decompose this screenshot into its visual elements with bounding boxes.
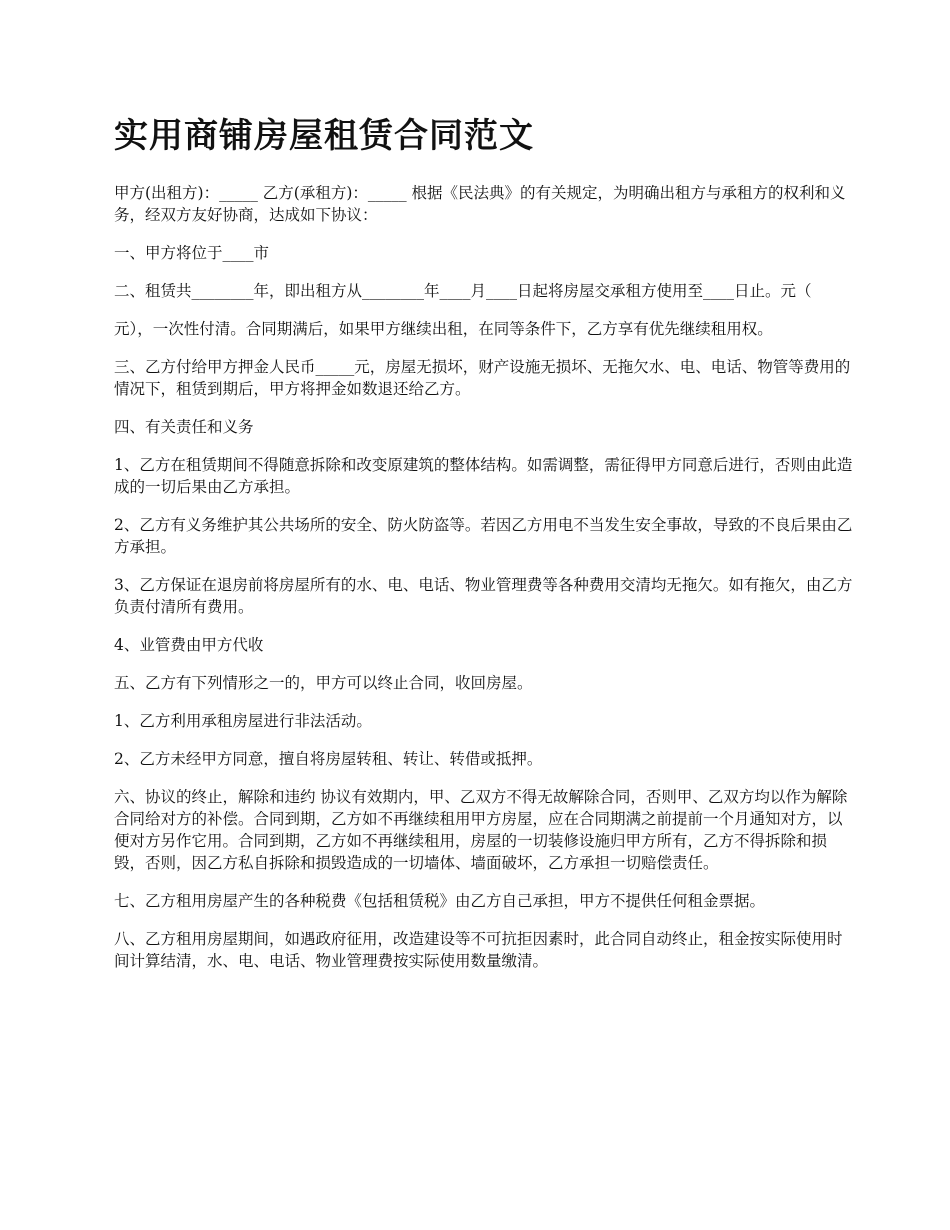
clause-4-heading: 四、有关责任和义务 — [114, 418, 254, 436]
clause-8-requisition: 八、乙方租用房屋期间，如遇政府征用，改造建设等不可抗拒因素时，此合同自动终止，租金按实际使用时间计算结清，水、电、电话、物业管理费按实际使用数量缴清。 — [114, 930, 843, 970]
clause-5-item-2: 2、乙方未经甲方同意，擅自将房屋转租、转让、转借或抵押。 — [114, 750, 543, 768]
clause-2-lease-term: 二、租赁共________年，即出租方从________年____月____日起将房屋交承租方使用至____日止。元（ — [114, 282, 812, 300]
intro-paragraph: 甲方(出租方)：_____ 乙方(承租方)：_____ 根据《民法典》的有关规定，为明确出租方与承租方的权利和义务，经双方友好协商，达成如下协议： — [114, 184, 846, 224]
clause-4-item-1: 1、乙方在租赁期间不得随意拆除和改变原建筑的整体结构。如需调整，需征得甲方同意后进行，否则由此造成的一切后果由乙方承担。 — [114, 456, 853, 496]
clause-1-location: 一、甲方将位于____市 — [114, 244, 270, 262]
clause-2-payment: 元），一次性付清。合同期满后，如果甲方继续出租，在同等条件下，乙方享有优先继续租用权。 — [114, 320, 773, 338]
document-title: 实用商铺房屋租赁合同范文 — [114, 116, 534, 156]
clause-3-deposit: 三、乙方付给甲方押金人民币_____元，房屋无损坏，财产设施无损坏、无拖欠水、电、电话、物管等费用的情况下，租赁到期后，甲方将押金如数退还给乙方。 — [114, 358, 851, 398]
clause-5-item-1: 1、乙方利用承租房屋进行非法活动。 — [114, 712, 372, 730]
clause-4-item-3: 3、乙方保证在退房前将房屋所有的水、电、电话、物业管理费等各种费用交清均无拖欠。如有拖欠，由乙方负责付清所有费用。 — [114, 576, 853, 616]
clause-6-termination: 六、协议的终止，解除和违约 协议有效期内，甲、乙双方不得无故解除合同，否则甲、乙双方均以作为解除合同给对方的补偿。合同到期，乙方如不再继续租用甲方房屋，应在合同期满之前提前一个月通知对方，以便对方另作它用。合同到期，乙方如不再继续租用，房屋的一切装修设施归甲方所有，乙方不得拆除和损毁，否则，因乙方私自拆除和损毁造成的一切墙体、墙面破坏，乙方承担一切赔偿责任。 — [114, 788, 848, 872]
clause-4-item-2: 2、乙方有义务维护其公共场所的安全、防火防盗等。若因乙方用电不当发生安全事故，导致的不良后果由乙方承担。 — [114, 516, 853, 556]
document-page — [114, 112, 854, 988]
clause-7-taxes: 七、乙方租用房屋产生的各种税费《包括租赁税》由乙方自己承担，甲方不提供任何租金票据。 — [114, 892, 766, 910]
clause-4-item-4: 4、业管费由甲方代收 — [114, 636, 264, 654]
clause-5-heading: 五、乙方有下列情形之一的，甲方可以终止合同，收回房屋。 — [114, 674, 533, 692]
